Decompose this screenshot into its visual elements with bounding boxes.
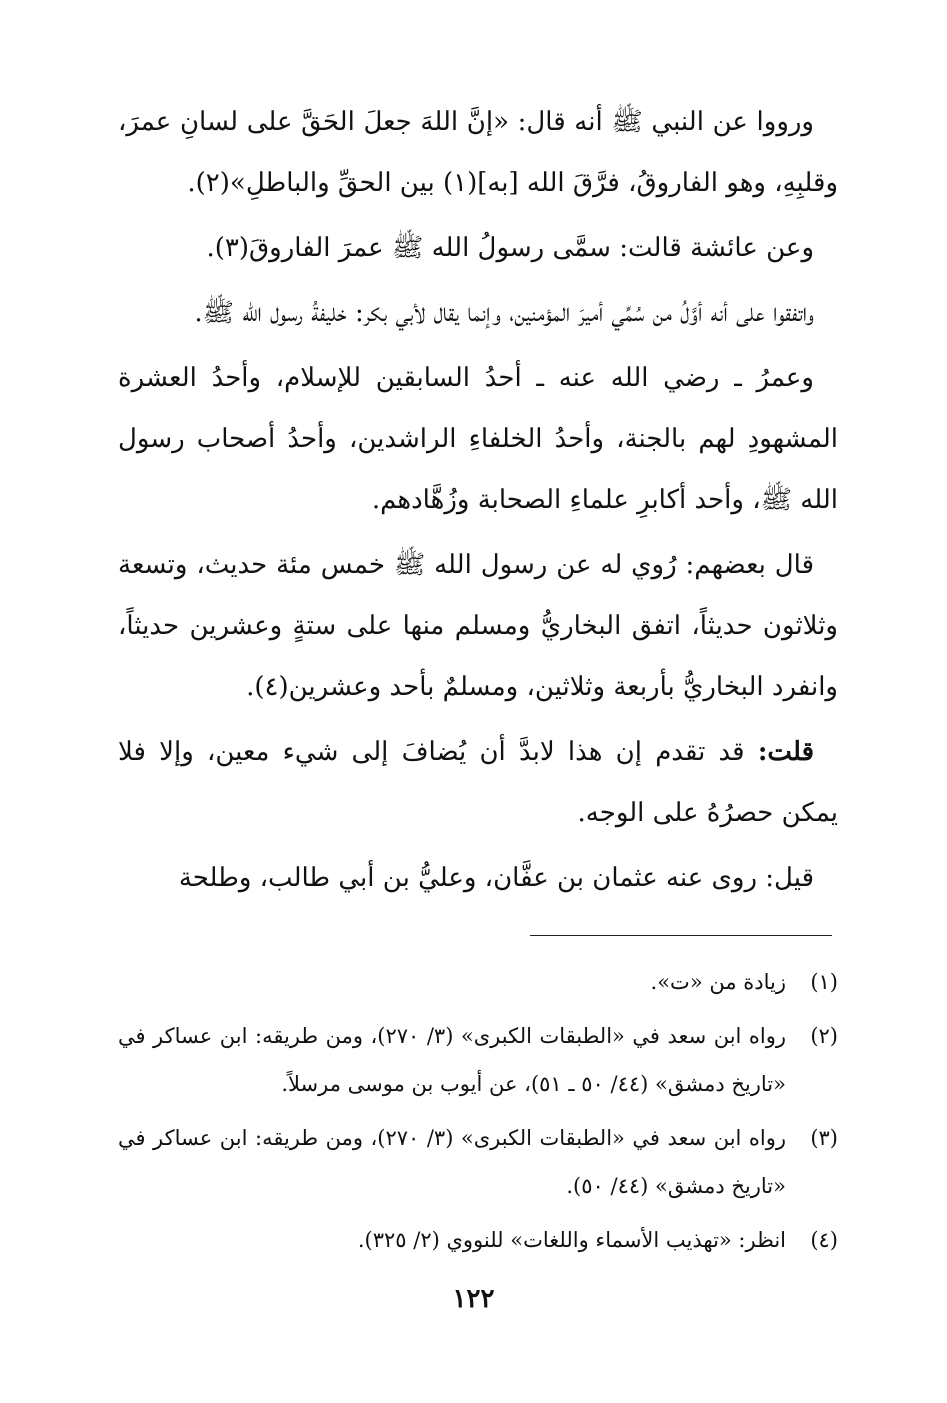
footnote-text: رواه ابن سعد في «الطبقات الكبرى» (٣/ ٢٧٠)، ومن طريقه: ابن عساكر في «تاريخ دمشق» (٤٤/ ٥٠ ـ ٥١)، عن أيوب بن موسى مرسلاً. [118,1024,786,1096]
main-text-body [118,92,838,913]
paragraph-6-label: قلت: [757,737,814,767]
footnotes [118,958,838,1270]
footnote-text: زيادة من «ت». [650,970,786,994]
footnote-divider [530,935,832,936]
footnote-2 [118,1012,838,1108]
footnote-4 [118,1216,838,1264]
footnote-number: (٢) [810,1024,838,1048]
paragraph-1: ورووا عن النبي ﷺ أنه قال: «إنَّ اللهَ جعلَ الحَقَّ على لسانِ عمرَ، وقلبِهِ، وهو الفاروقُ، فرَّقَ الله [به](١) بين الحقِّ والباطلِ»(٢). [118,107,838,198]
paragraph-7: قيل: روى عنه عثمان بن عفَّان، وعليُّ بن أبي طالب، وطلحة [178,863,814,893]
footnote-1 [118,958,838,1006]
paragraph-6-text: قد تقدم إن هذا لابدَّ أن يُضافَ إلى شيء معين، وإلا فلا يمكن حصرُهُ على الوجه. [118,737,838,828]
paragraph-2: وعن عائشة قالت: سمَّى رسولُ الله ﷺ عمرَ الفاروقَ(٣). [206,233,814,263]
footnote-text: انظر: «تهذيب الأسماء واللغات» للنووي (٢/ ٣٢٥). [357,1228,786,1252]
footnote-number: (٤) [810,1228,838,1252]
paragraph-3: واتفقوا على أنه أوَّلُ من سُمِّي أميرَ المؤمنين، وإنما يقال لأبي بكر: خليفةُ رسول الله ﷺ. [194,298,814,328]
paragraph-6 [118,722,838,844]
paragraph-4: وعمرُ ـ رضي الله عنه ـ أحدُ السابقين للإسلام، وأحدُ العشرة المشهودِ لهم بالجنة، وأحدُ الخلفاءِ الراشدين، وأحدُ أصحاب رسول الله ﷺ، وأحد أكابرِ علماءِ الصحابة وزُهَّادهم. [118,363,838,515]
footnote-number: (١) [810,970,838,994]
paragraph-5: قال بعضهم: رُوي له عن رسول الله ﷺ خمس مئة حديث، وتسعة وثلاثون حديثاً، اتفق البخاريُّ ومسلم منها على ستةٍ وعشرين حديثاً، وانفرد البخاريُّ بأربعة وثلاثين، ومسلمٌ بأحد وعشرين(٤). [118,550,838,702]
footnote-number: (٣) [810,1126,838,1150]
footnote-3 [118,1114,838,1210]
page-number: ١٢٢ [452,1284,495,1314]
footnote-text: رواه ابن سعد في «الطبقات الكبرى» (٣/ ٢٧٠)، ومن طريقه: ابن عساكر في «تاريخ دمشق» (٤٤/ ٥٠). [118,1126,786,1198]
